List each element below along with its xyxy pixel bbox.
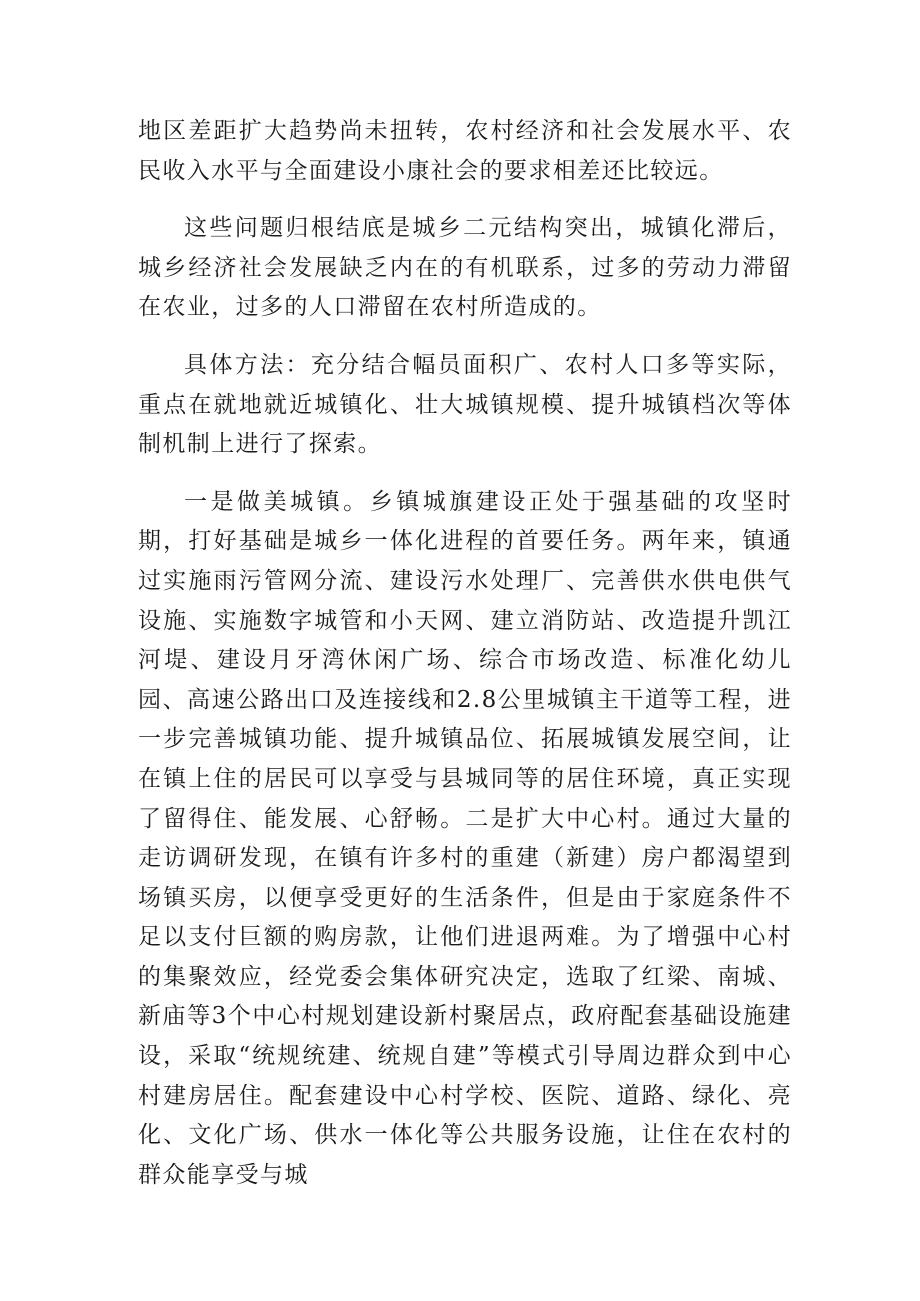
paragraph-root-cause: 这些问题归根结底是城乡二元结构突出，城镇化滞后，城乡经济社会发展缺乏内在的有机联系，过多的劳动力滞留在农业，过多的人口滞留在农村所造成的。 (138, 215, 792, 321)
paragraph-continuation: 地区差距扩大趋势尚未扭转，农村经济和社会发展水平、农民收入水平与全面建设小康社会的要求相差还比较远。 (138, 118, 792, 184)
paragraph-specific-methods: 具体方法：充分结合幅员面积广、农村人口多等实际，重点在就地就近城镇化、壮大城镇规模、提升城镇档次等体制机制上进行了探索。 (138, 351, 792, 458)
paragraph-town-beautification: 一是做美城镇。乡镇城旗建设正处于强基础的攻坚时期，打好基础是城乡一体化进程的首要任务。两年来，镇通过实施雨污管网分流、建设污水处理厂、完善供水供电供气设施、实施数字城管和小天网、建立消防站、改造提升凯江河堤、建设月牙湾休闲广场、综合市场改造、标准化幼儿园、高速公路出口及连接线和2.8公里城镇主干道等工程，进一步完善城镇功能、提升城镇品位、拓展城镇发展空间，让在镇上住的居民可以享受与县城同等的居住环境，真正实现了留得住、能发展、心舒畅。二是扩大中心村。通过大量的走访调研发现，在镇有许多村的重建（新建）房户都渴望到场镇买房，以便享受更好的生活条件，但是由于家庭条件不足以支付巨额的购房款，让他们进退两难。为了增强中心村的集聚效应，经党委会集体研究决定，选取了红梁、南城、新庙等3个中心村规划建设新村聚居点，政府配套基础设施建设，采取“统规统建、统规自建”等模式引导周边群众到中心村建房居住。配套建设中心村学校、医院、道路、绿化、亮化、文化广场、供水一体化等公共服务设施，让住在农村的群众能享受与城 (138, 488, 792, 1188)
document-body (138, 112, 792, 1213)
